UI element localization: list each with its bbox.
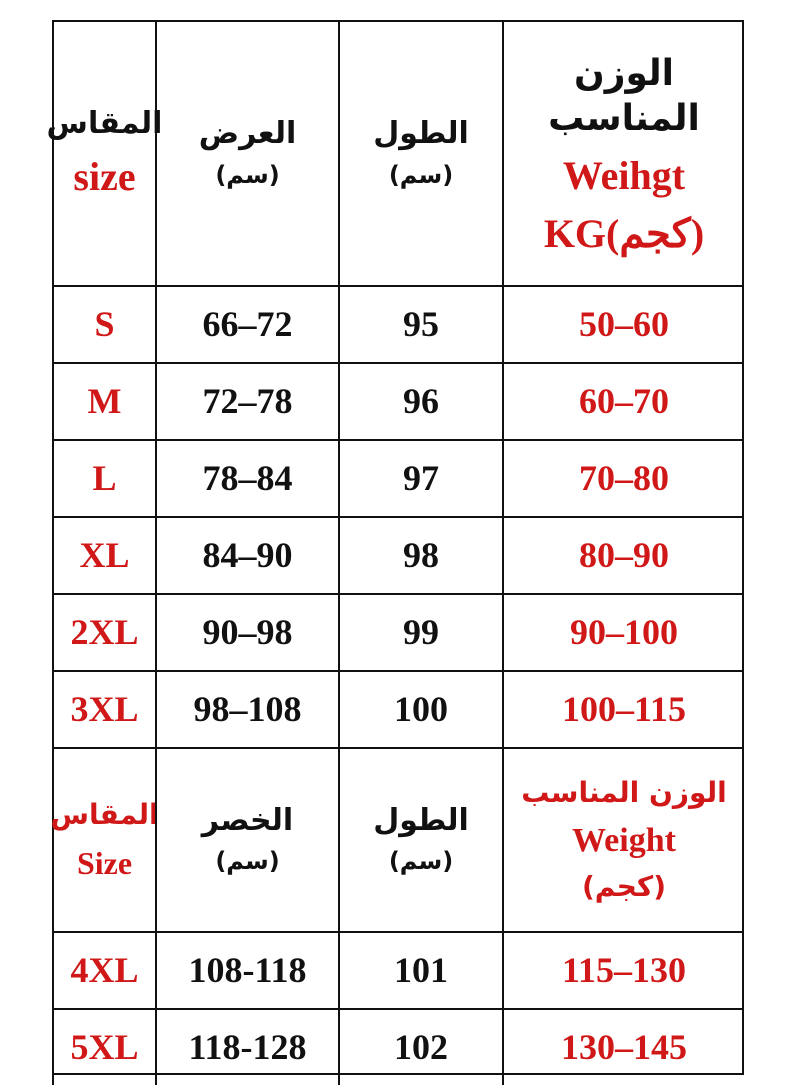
header-size-en: size: [73, 153, 136, 199]
header2-waist: [155, 747, 338, 931]
width-cell: 84–90: [155, 516, 338, 593]
size-cell: 4XL: [52, 931, 155, 1008]
size-cell: L: [52, 439, 155, 516]
weight-cell: 50–60: [502, 285, 744, 362]
waist-cell: 118-128: [155, 1008, 338, 1085]
header-width-ar: العرض: [198, 116, 297, 152]
header2-size-en: Size: [76, 844, 133, 881]
header2-length-ar: الطول: [373, 802, 469, 838]
length-cell: 100: [338, 670, 502, 747]
header2-weight-ar: الوزن المناسب: [521, 776, 727, 810]
length-cell: 98: [338, 516, 502, 593]
width-cell: 66–72: [155, 285, 338, 362]
width-cell: 72–78: [155, 362, 338, 439]
header2-length-unit: (سم): [388, 847, 454, 876]
weight-cell: 90–100: [502, 593, 744, 670]
weight-cell: 80–90: [502, 516, 744, 593]
header2-weight-en: Weight: [572, 822, 676, 860]
header-width-unit: (سم): [215, 160, 280, 189]
header2-weight-unit: (كجم): [581, 869, 666, 903]
header2-length: [338, 747, 502, 931]
length-cell: 101: [338, 931, 502, 1008]
width-cell: 78–84: [155, 439, 338, 516]
size-cell: 5XL: [52, 1008, 155, 1085]
weight-cell: 100–115: [502, 670, 744, 747]
header2-size-ar: المقاس: [50, 797, 159, 831]
header2-waist-ar: الخصر: [201, 802, 294, 838]
header-weight: [502, 20, 744, 285]
header-weight-ar-line1: الوزن: [574, 52, 674, 94]
weight-cell: 115–130: [502, 931, 744, 1008]
length-cell: 97: [338, 439, 502, 516]
header-size-ar: المقاس: [46, 106, 163, 142]
width-cell: 98–108: [155, 670, 338, 747]
header-length-ar: الطول: [373, 116, 469, 152]
length-cell: 99: [338, 593, 502, 670]
size-cell: XL: [52, 516, 155, 593]
header-weight-en: Weihgt: [562, 152, 686, 198]
length-cell: 96: [338, 362, 502, 439]
weight-cell: 70–80: [502, 439, 744, 516]
waist-cell: 108-118: [155, 931, 338, 1008]
length-cell: 95: [338, 285, 502, 362]
header-weight-ar-line2: المناسب: [548, 97, 700, 139]
header2-weight: [502, 747, 744, 931]
size-cell: 2XL: [52, 593, 155, 670]
size-cell: M: [52, 362, 155, 439]
header-weight-unit: KG(كجم): [543, 210, 705, 256]
header-width: [155, 20, 338, 285]
header-length: [338, 20, 502, 285]
weight-cell: 130–145: [502, 1008, 744, 1085]
header2-size: [50, 747, 159, 931]
length-cell: 102: [338, 1008, 502, 1085]
header-length-unit: (سم): [388, 160, 454, 189]
size-cell: 3XL: [52, 670, 155, 747]
width-cell: 90–98: [155, 593, 338, 670]
size-cell: S: [52, 285, 155, 362]
size-chart-table: [46, 20, 744, 1075]
weight-cell: 60–70: [502, 362, 744, 439]
header-size: [46, 20, 163, 285]
header2-waist-unit: (سم): [215, 847, 280, 876]
